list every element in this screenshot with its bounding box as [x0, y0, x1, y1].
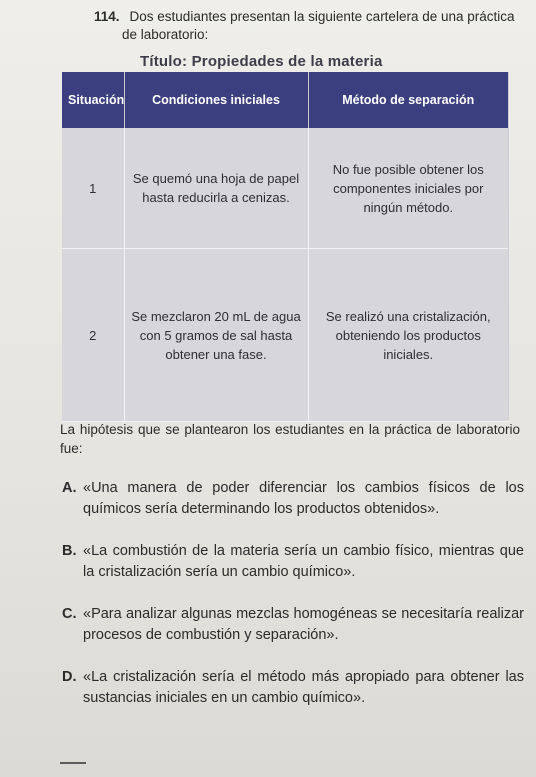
- option-text: «Para analizar algunas mezclas homogéneas se necesitaría realizar procesos de combustión y separación».: [83, 606, 524, 643]
- situation-cell: 1: [62, 128, 124, 249]
- separation-method-cell: No fue posible obtener los componentes iniciales por ningún método.: [308, 128, 508, 249]
- option-text: «La combustión de la materia sería un cambio físico, mientras que la cristalización sería un cambio químico».: [83, 543, 524, 580]
- header-condiciones-iniciales: Condiciones iniciales: [124, 72, 308, 128]
- table-row: [62, 128, 508, 249]
- footer-divider: [60, 762, 86, 764]
- question-stem-line1: Dos estudiantes presentan la siguiente cartelera de una práctica: [129, 9, 515, 24]
- table-header-row: [62, 72, 508, 128]
- option-b[interactable]: [62, 541, 524, 583]
- option-letter: D.: [62, 669, 77, 685]
- initial-conditions-cell: Se quemó una hoja de papel hasta reducirla a cenizas.: [124, 128, 308, 249]
- properties-table: [62, 72, 508, 422]
- option-a[interactable]: [62, 478, 524, 520]
- option-d[interactable]: [62, 667, 524, 709]
- hypothesis-prompt: La hipótesis que se plantearon los estudiantes en la práctica de laboratorio fue:: [60, 422, 520, 456]
- option-c[interactable]: [62, 604, 524, 646]
- question-header: [94, 8, 524, 44]
- initial-conditions-cell: Se mezclaron 20 mL de agua con 5 gramos de sal hasta obtener una fase.: [124, 249, 308, 422]
- separation-method-cell: Se realizó una cristalización, obteniendo los productos iniciales.: [308, 249, 508, 422]
- question-number: 114.: [94, 9, 120, 24]
- option-letter: A.: [62, 480, 77, 496]
- option-letter: C.: [62, 606, 77, 622]
- option-text: «Una manera de poder diferenciar los cambios físicos de los químicos sería determinando los productos obtenidos».: [83, 480, 524, 517]
- header-metodo-separacion: Método de separación: [308, 72, 508, 128]
- option-text: «La cristalización sería el método más apropiado para obtener las sustancias iniciales en un cambio químico».: [83, 669, 524, 706]
- header-situacion: Situación: [62, 72, 124, 128]
- answer-options: [62, 478, 524, 730]
- situation-cell: 2: [62, 249, 124, 422]
- table-row: [62, 249, 508, 422]
- option-letter: B.: [62, 543, 77, 559]
- question-stem-line2: de laboratorio:: [122, 27, 209, 42]
- poster-title: Título: Propiedades de la materia: [140, 53, 383, 70]
